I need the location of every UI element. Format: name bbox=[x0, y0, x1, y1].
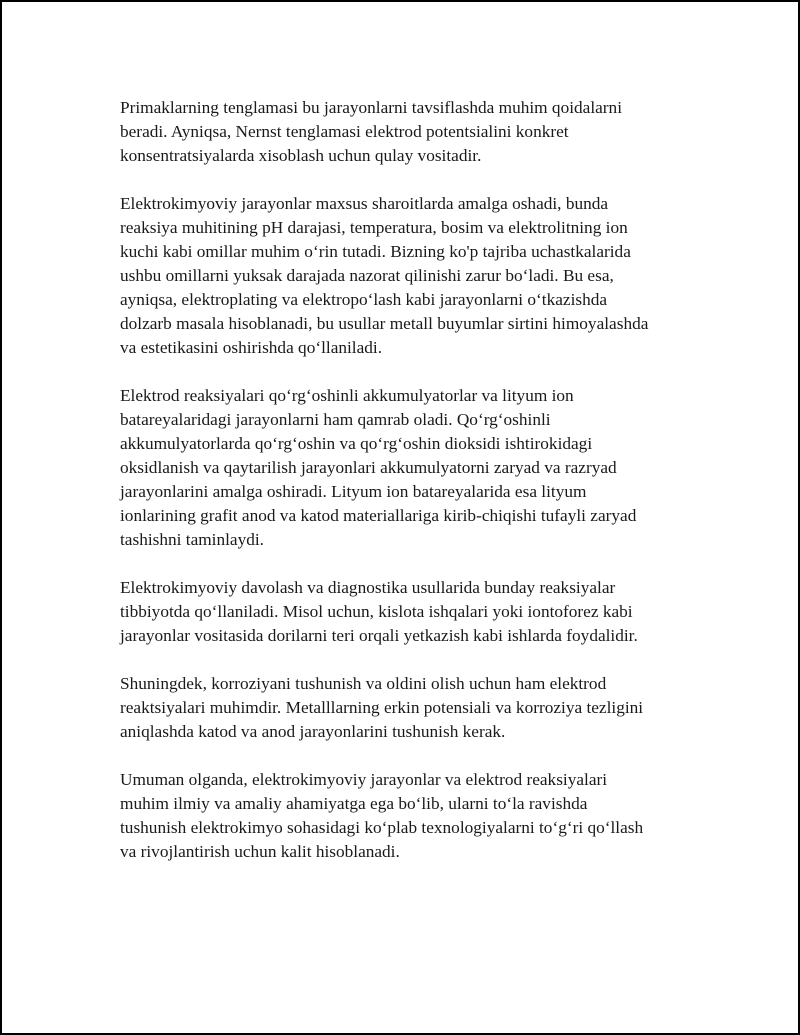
text-line: batareyalaridagi jarayonlarni ham qamrab oladi. Qoʻrgʻoshinli bbox=[120, 410, 551, 429]
text-line: ionlarining grafit anod va katod materiallariga kirib-chiqishi tufayli zaryad bbox=[120, 506, 637, 525]
text-line: tashishni taminlaydi. bbox=[120, 530, 264, 549]
text-line: tibbiyotda qoʻllaniladi. Misol uchun, kislota ishqalari yoki iontoforez kabi bbox=[120, 602, 633, 621]
text-line: dolzarb masala hisoblanadi, bu usullar metall buyumlar sirtini himoyalashda bbox=[120, 314, 649, 333]
text-line: oksidlanish va qaytarilish jarayonlari akkumulyatorni zaryad va razryad bbox=[120, 458, 617, 477]
text-line: Primaklarning tenglamasi bu jarayonlarni tavsiflashda muhim qoidalarni bbox=[120, 98, 622, 117]
text-line: Elektrokimyoviy davolash va diagnostika usullarida bunday reaksiyalar bbox=[120, 578, 616, 597]
text-line: muhim ilmiy va amaliy ahamiyatga ega boʻlib, ularni toʻla ravishda bbox=[120, 794, 588, 813]
text-line: Umuman olganda, elektrokimyoviy jarayonlar va elektrod reaksiyalari bbox=[120, 770, 608, 789]
text-line: Elektrokimyoviy jarayonlar maxsus sharoitlarda amalga oshadi, bunda bbox=[120, 194, 609, 213]
paragraph-4 bbox=[120, 576, 700, 648]
text-line: tushunish elektrokimyo sohasidagi koʻplab texnologiyalarni toʻgʻri qoʻllash bbox=[120, 818, 644, 837]
paragraph-6 bbox=[120, 768, 700, 864]
paragraph-2 bbox=[120, 192, 700, 360]
text-line: aniqlashda katod va anod jarayonlarini tushunish kerak. bbox=[120, 722, 506, 741]
text-line: Elektrod reaksiyalari qoʻrgʻoshinli akkumulyatorlar va lityum ion bbox=[120, 386, 574, 405]
document-body bbox=[120, 96, 700, 888]
text-line: kuchi kabi omillar muhim oʻrin tutadi. Bizning ko'p tajriba uchastkalarida bbox=[120, 242, 631, 261]
paragraph-1 bbox=[120, 96, 700, 168]
text-line: ushbu omillarni yuksak darajada nazorat qilinishi zarur boʻladi. Bu esa, bbox=[120, 266, 614, 285]
text-line: ayniqsa, elektroplating va elektropoʻlash kabi jarayonlarni oʻtkazishda bbox=[120, 290, 608, 309]
text-line: jarayonlar vositasida dorilarni teri orqali yetkazish kabi ishlarda foydalidir. bbox=[120, 626, 638, 645]
text-line: reaksiya muhitining pH darajasi, temperatura, bosim va elektrolitning ion bbox=[120, 218, 628, 237]
text-line: beradi. Ayniqsa, Nernst tenglamasi elektrod potentsialini konkret bbox=[120, 122, 569, 141]
paragraph-3 bbox=[120, 384, 700, 552]
paragraph-5 bbox=[120, 672, 700, 744]
text-line: va estetikasini oshirishda qoʻllaniladi. bbox=[120, 338, 383, 357]
text-line: va rivojlantirish uchun kalit hisoblanadi. bbox=[120, 842, 400, 861]
text-line: Shuningdek, korroziyani tushunish va oldini olish uchun ham elektrod bbox=[120, 674, 607, 693]
text-line: konsentratsiyalarda xisoblash uchun qulay vositadir. bbox=[120, 146, 482, 165]
text-line: jarayonlarini amalga oshiradi. Lityum ion batareyalarida esa lityum bbox=[120, 482, 587, 501]
text-line: reaktsiyalari muhimdir. Metalllarning erkin potensiali va korroziya tezligini bbox=[120, 698, 644, 717]
text-line: akkumulyatorlarda qoʻrgʻoshin va qoʻrgʻoshin dioksidi ishtirokidagi bbox=[120, 434, 593, 453]
